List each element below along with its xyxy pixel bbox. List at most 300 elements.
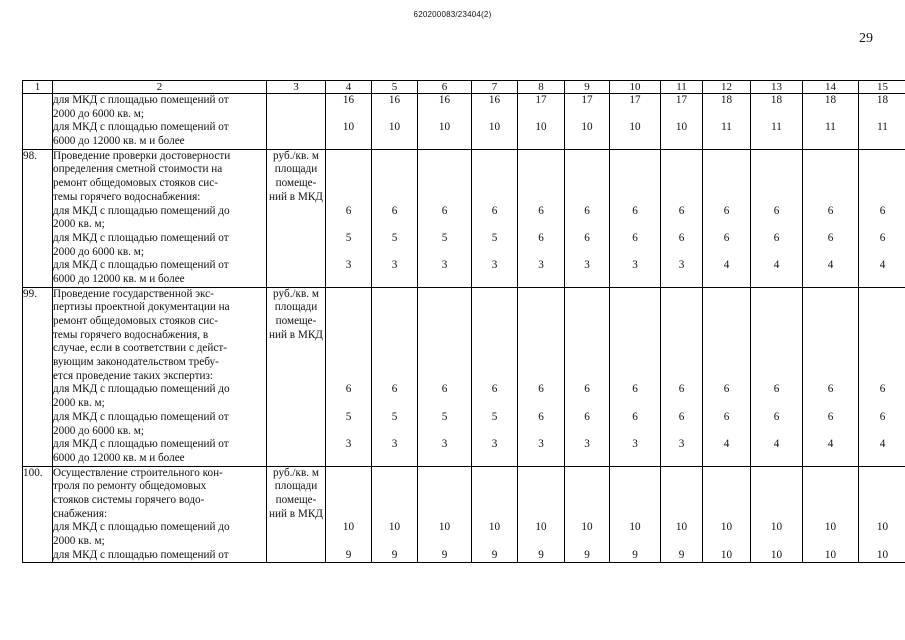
spacer — [418, 356, 471, 370]
spacer — [326, 150, 371, 164]
spacer — [418, 480, 471, 494]
spacer — [610, 329, 660, 343]
spacer — [751, 342, 802, 356]
spacer — [326, 397, 371, 411]
value: 4 — [879, 438, 886, 451]
unit-of-measure — [267, 149, 326, 287]
unit-line: ний в МКД — [269, 507, 323, 520]
spacer — [518, 163, 564, 177]
value-cell — [418, 466, 472, 563]
spacer — [751, 425, 802, 439]
spacer — [661, 218, 702, 232]
spacer — [610, 535, 660, 549]
value: 6 — [827, 383, 834, 396]
spacer — [703, 218, 750, 232]
value: 9 — [491, 548, 498, 561]
spacer — [326, 370, 371, 384]
spacer — [859, 356, 905, 370]
value: 3 — [632, 259, 638, 272]
value: 4 — [723, 259, 730, 272]
spacer — [803, 397, 858, 411]
spacer — [661, 494, 702, 508]
value: 6 — [827, 410, 834, 423]
spacer — [610, 108, 660, 122]
spacer — [565, 108, 609, 122]
value: 10 — [876, 521, 889, 534]
description-line: стояков системы горячего водо- — [53, 493, 205, 506]
value: 10 — [770, 548, 783, 561]
spacer — [803, 370, 858, 384]
value: 10 — [770, 521, 783, 534]
column-number: 10 — [610, 81, 661, 94]
value-cell — [661, 94, 703, 150]
unit-line: ний в МКД — [269, 190, 323, 203]
spacer — [703, 494, 750, 508]
spacer — [518, 370, 564, 384]
value: 6 — [584, 231, 590, 244]
value: 6 — [723, 383, 730, 396]
spacer — [703, 177, 750, 191]
spacer — [803, 342, 858, 356]
value: 10 — [488, 121, 501, 134]
value: 3 — [345, 259, 352, 272]
spacer — [418, 315, 471, 329]
table-row — [23, 466, 905, 563]
value: 4 — [879, 259, 886, 272]
value-cell — [751, 466, 803, 563]
spacer — [418, 535, 471, 549]
value-cell — [472, 149, 518, 287]
description-line: Осуществление строительного кон- — [53, 466, 223, 479]
column-number: 5 — [372, 81, 418, 94]
unit-line: руб./кв. м — [273, 287, 319, 300]
value: 3 — [584, 438, 590, 451]
spacer — [703, 150, 750, 164]
value: 6 — [773, 204, 780, 217]
value: 5 — [345, 410, 352, 423]
value: 10 — [629, 121, 641, 134]
value: 18 — [876, 94, 889, 106]
spacer — [565, 370, 609, 384]
spacer — [326, 246, 371, 260]
spacer — [803, 301, 858, 315]
value-cell — [518, 149, 565, 287]
value-cell — [703, 466, 751, 563]
spacer — [610, 397, 660, 411]
spacer — [472, 370, 517, 384]
value: 9 — [678, 548, 685, 561]
value: 11 — [825, 121, 836, 134]
value-cell — [703, 149, 751, 287]
value: 10 — [535, 121, 547, 134]
description-line: темы горячего водоснабжения: — [53, 190, 201, 203]
value-cell — [418, 149, 472, 287]
spacer — [859, 246, 905, 260]
spacer — [803, 329, 858, 343]
description-line: 2000 кв. м; — [53, 218, 105, 231]
value-cell — [326, 287, 372, 466]
spacer — [565, 150, 609, 164]
spacer — [372, 163, 417, 177]
value: 4 — [773, 438, 780, 451]
value: 3 — [584, 259, 590, 272]
value: 3 — [632, 438, 638, 451]
value: 10 — [388, 521, 401, 534]
value-cell — [372, 94, 418, 150]
spacer — [326, 508, 371, 522]
value: 3 — [441, 259, 448, 272]
spacer — [859, 480, 905, 494]
spacer — [803, 177, 858, 191]
spacer — [565, 397, 609, 411]
table-row — [23, 287, 905, 466]
value-cell — [326, 149, 372, 287]
value-cell — [703, 94, 751, 150]
value-cell — [803, 149, 859, 287]
value-cell — [326, 94, 372, 150]
spacer — [859, 508, 905, 522]
value: 9 — [345, 548, 352, 561]
spacer — [703, 301, 750, 315]
spacer — [803, 163, 858, 177]
description-line: ремонт общедомовых стояков сис- — [53, 315, 218, 327]
value: 6 — [879, 204, 886, 217]
spacer — [610, 425, 660, 439]
spacer — [751, 467, 802, 481]
description-line: троля по ремонту общедомовых — [53, 480, 207, 493]
spacer — [751, 494, 802, 508]
unit-line: площади — [274, 480, 318, 493]
value: 10 — [675, 121, 688, 134]
spacer — [372, 218, 417, 232]
spacer — [610, 356, 660, 370]
unit-line: помеще- — [275, 177, 317, 190]
spacer — [661, 535, 702, 549]
spacer — [565, 315, 609, 329]
value: 10 — [824, 548, 837, 561]
spacer — [751, 218, 802, 232]
spacer — [661, 342, 702, 356]
value: 6 — [879, 383, 886, 396]
spacer — [703, 329, 750, 343]
description-line: 2000 до 6000 кв. м; — [53, 424, 144, 437]
spacer — [859, 329, 905, 343]
spacer — [472, 150, 517, 164]
spacer — [518, 508, 564, 522]
spacer — [565, 191, 609, 205]
spacer — [472, 288, 517, 302]
column-number: 3 — [267, 81, 326, 94]
value-cell — [565, 287, 610, 466]
value: 6 — [538, 410, 544, 423]
unit-line: ний в МКД — [269, 328, 323, 341]
spacer — [610, 177, 660, 191]
column-number-row — [23, 81, 905, 94]
value-cell — [610, 287, 661, 466]
spacer — [472, 177, 517, 191]
value: 6 — [632, 204, 638, 217]
value-cell — [418, 287, 472, 466]
value: 5 — [441, 231, 448, 244]
spacer — [803, 508, 858, 522]
value: 5 — [441, 410, 448, 423]
spacer — [661, 288, 702, 302]
value: 10 — [720, 548, 733, 561]
table-body — [23, 81, 905, 563]
value: 10 — [388, 121, 401, 134]
description-line: для МКД с площадью помещений от — [53, 410, 229, 423]
spacer — [803, 218, 858, 232]
column-number: 9 — [565, 81, 610, 94]
value: 6 — [773, 231, 780, 244]
spacer — [518, 480, 564, 494]
value: 6 — [632, 383, 638, 396]
spacer — [518, 315, 564, 329]
value-cell — [661, 287, 703, 466]
spacer — [472, 535, 517, 549]
value: 5 — [345, 231, 352, 244]
spacer — [751, 301, 802, 315]
value-cell — [661, 149, 703, 287]
value-cell — [859, 94, 905, 150]
spacer — [661, 177, 702, 191]
spacer — [703, 425, 750, 439]
spacer — [518, 246, 564, 260]
value-cell — [326, 466, 372, 563]
spacer — [565, 535, 609, 549]
spacer — [803, 480, 858, 494]
spacer — [751, 288, 802, 302]
spacer — [372, 301, 417, 315]
spacer — [565, 342, 609, 356]
spacer — [418, 163, 471, 177]
spacer — [661, 301, 702, 315]
value: 5 — [391, 231, 398, 244]
value-cell — [565, 466, 610, 563]
value: 10 — [876, 548, 889, 561]
value: 10 — [824, 521, 837, 534]
spacer — [518, 356, 564, 370]
value: 10 — [720, 521, 733, 534]
spacer — [418, 425, 471, 439]
spacer — [751, 535, 802, 549]
value: 6 — [345, 204, 352, 217]
unit-line: помеще- — [275, 493, 317, 506]
column-number: 12 — [703, 81, 751, 94]
item-number — [23, 94, 53, 150]
spacer — [472, 329, 517, 343]
value: 9 — [538, 548, 544, 561]
spacer — [472, 108, 517, 122]
spacer — [610, 480, 660, 494]
description-line: для МКД с площадью помещений от — [53, 438, 229, 451]
value: 3 — [491, 259, 498, 272]
spacer — [661, 329, 702, 343]
spacer — [518, 397, 564, 411]
spacer — [859, 288, 905, 302]
value: 6 — [723, 410, 730, 423]
spacer — [472, 315, 517, 329]
value-cell — [751, 94, 803, 150]
spacer — [859, 163, 905, 177]
spacer — [703, 467, 750, 481]
value: 3 — [391, 259, 398, 272]
spacer — [703, 163, 750, 177]
spacer — [610, 342, 660, 356]
value: 16 — [438, 94, 451, 106]
value: 10 — [488, 521, 501, 534]
value-cell — [372, 287, 418, 466]
description-line: пертизы проектной документации на — [53, 301, 230, 314]
value: 6 — [538, 204, 544, 217]
spacer — [518, 191, 564, 205]
spacer — [372, 480, 417, 494]
value: 16 — [388, 94, 401, 106]
value: 18 — [720, 94, 733, 106]
spacer — [751, 508, 802, 522]
spacer — [518, 425, 564, 439]
value: 10 — [535, 521, 547, 534]
spacer — [472, 191, 517, 205]
value-cell — [751, 149, 803, 287]
spacer — [565, 467, 609, 481]
column-number: 8 — [518, 81, 565, 94]
spacer — [703, 108, 750, 122]
spacer — [372, 467, 417, 481]
column-number: 2 — [53, 81, 267, 94]
value-cell — [565, 149, 610, 287]
value: 6 — [827, 204, 834, 217]
spacer — [610, 246, 660, 260]
value: 6 — [538, 231, 544, 244]
unit-of-measure — [267, 94, 326, 150]
item-number: 99. — [23, 287, 53, 466]
spacer — [326, 494, 371, 508]
item-description — [53, 287, 267, 466]
spacer — [610, 150, 660, 164]
spacer — [518, 288, 564, 302]
description-line: для МКД с площадью помещений до — [53, 204, 230, 217]
spacer — [518, 467, 564, 481]
spacer — [610, 467, 660, 481]
spacer — [751, 315, 802, 329]
spacer — [803, 494, 858, 508]
spacer — [703, 370, 750, 384]
spacer — [803, 356, 858, 370]
unit-of-measure — [267, 287, 326, 466]
value: 9 — [441, 548, 448, 561]
spacer — [661, 508, 702, 522]
description-line: Проведение государственной экс- — [53, 287, 214, 300]
value-cell — [518, 287, 565, 466]
document-id: 620200083/23404(2) — [413, 10, 492, 19]
description-line: снабжения: — [53, 507, 108, 520]
value: 4 — [723, 438, 730, 451]
value: 5 — [391, 410, 398, 423]
spacer — [610, 508, 660, 522]
value: 10 — [581, 521, 593, 534]
spacer — [418, 508, 471, 522]
spacer — [472, 494, 517, 508]
spacer — [418, 342, 471, 356]
value: 6 — [678, 410, 685, 423]
spacer — [803, 150, 858, 164]
value-cell — [803, 94, 859, 150]
tariff-table — [22, 80, 905, 563]
spacer — [803, 535, 858, 549]
spacer — [326, 315, 371, 329]
description-line: вующим законодательством требу- — [53, 356, 219, 369]
value-cell — [661, 466, 703, 563]
value: 6 — [584, 204, 590, 217]
spacer — [803, 315, 858, 329]
description-line: для МКД с площадью помещений до — [53, 521, 230, 534]
value-cell — [859, 149, 905, 287]
spacer — [518, 150, 564, 164]
value-cell — [518, 466, 565, 563]
value: 6 — [584, 410, 590, 423]
spacer — [372, 329, 417, 343]
spacer — [472, 467, 517, 481]
value: 16 — [342, 94, 355, 106]
spacer — [518, 329, 564, 343]
spacer — [703, 397, 750, 411]
spacer — [661, 108, 702, 122]
unit-line: руб./кв. м — [273, 466, 319, 479]
spacer — [418, 218, 471, 232]
spacer — [418, 329, 471, 343]
item-description — [53, 149, 267, 287]
value-cell — [859, 466, 905, 563]
spacer — [751, 329, 802, 343]
spacer — [372, 370, 417, 384]
spacer — [610, 218, 660, 232]
spacer — [472, 397, 517, 411]
spacer — [751, 480, 802, 494]
spacer — [565, 163, 609, 177]
spacer — [472, 246, 517, 260]
spacer — [326, 329, 371, 343]
spacer — [703, 535, 750, 549]
spacer — [418, 246, 471, 260]
spacer — [610, 288, 660, 302]
spacer — [326, 301, 371, 315]
value: 3 — [538, 438, 544, 451]
spacer — [565, 246, 609, 260]
spacer — [859, 494, 905, 508]
spacer — [661, 425, 702, 439]
spacer — [859, 150, 905, 164]
spacer — [859, 370, 905, 384]
spacer — [372, 108, 417, 122]
unit-of-measure — [267, 466, 326, 563]
value: 10 — [342, 121, 355, 134]
table-row — [23, 94, 905, 150]
spacer — [326, 177, 371, 191]
value-cell — [803, 287, 859, 466]
value: 10 — [438, 521, 451, 534]
value: 16 — [488, 94, 501, 106]
value: 18 — [770, 94, 783, 106]
spacer — [472, 218, 517, 232]
value: 6 — [584, 383, 590, 396]
spacer — [565, 288, 609, 302]
spacer — [703, 342, 750, 356]
value: 11 — [877, 121, 888, 134]
spacer — [418, 177, 471, 191]
spacer — [418, 108, 471, 122]
spacer — [661, 356, 702, 370]
